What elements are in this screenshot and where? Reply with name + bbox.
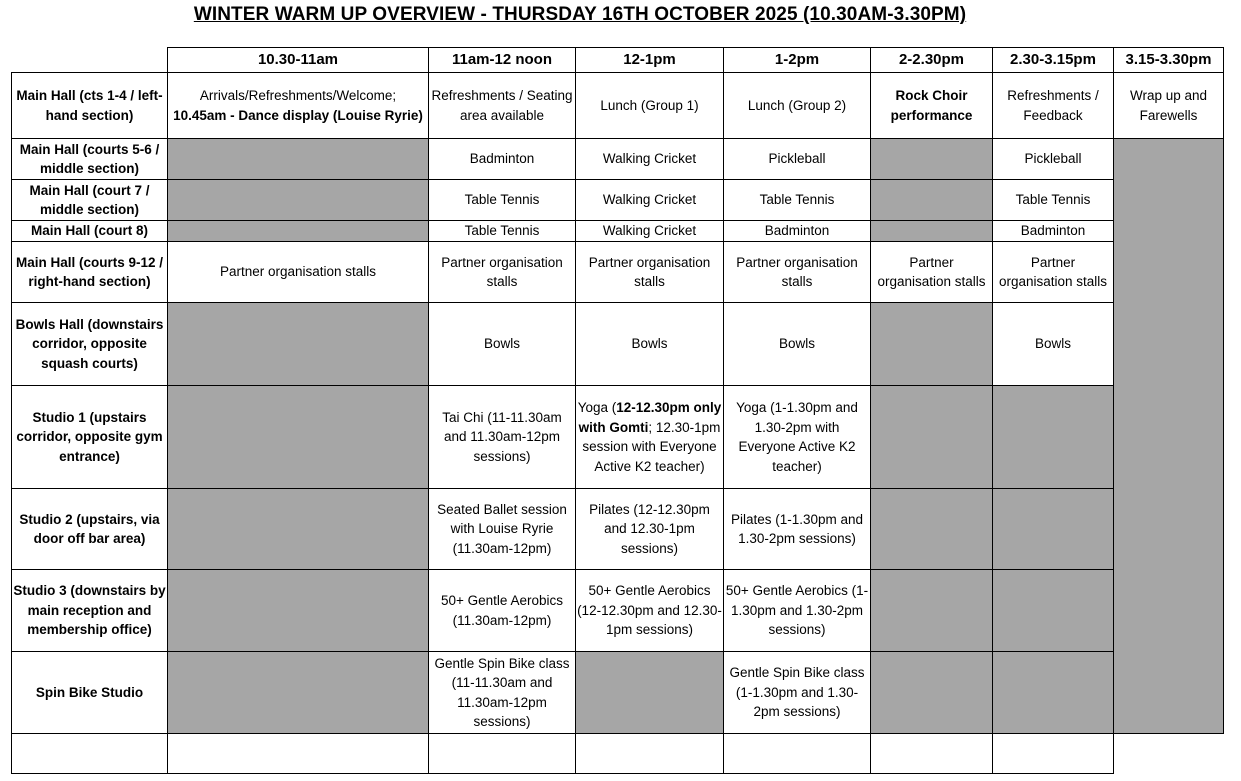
empty-cell xyxy=(993,489,1114,570)
empty-cell xyxy=(576,734,724,774)
schedule-cell: Partner organisation stalls xyxy=(871,242,993,303)
empty-cell xyxy=(168,652,429,734)
table-row xyxy=(12,652,1224,734)
empty-cell xyxy=(871,180,993,221)
table-row xyxy=(12,221,1224,242)
schedule-cell: Walking Cricket xyxy=(576,180,724,221)
table-row xyxy=(12,489,1224,570)
empty-cell xyxy=(576,652,724,734)
header-11: 11am-12 noon xyxy=(429,48,576,73)
schedule-cell: 50+ Gentle Aerobics (11.30am-12pm) xyxy=(429,570,576,652)
empty-cell xyxy=(168,303,429,386)
schedule-cell: Seated Ballet session with Louise Ryrie (11.30am-12pm) xyxy=(429,489,576,570)
schedule-cell: Table Tennis xyxy=(724,180,871,221)
header-10-30: 10.30-11am xyxy=(168,48,429,73)
empty-cell xyxy=(993,570,1114,652)
header-1: 1-2pm xyxy=(724,48,871,73)
schedule-cell: Badminton xyxy=(724,221,871,242)
schedule-cell: Tai Chi (11-11.30am and 11.30am-12pm sessions) xyxy=(429,386,576,489)
schedule-cell: Pilates (12-12.30pm and 12.30-1pm sessions) xyxy=(576,489,724,570)
schedule-cell: Lunch (Group 1) xyxy=(576,73,724,139)
empty-cell xyxy=(724,734,871,774)
empty-cell xyxy=(168,386,429,489)
schedule-cell: Table Tennis xyxy=(429,180,576,221)
schedule-cell: Pickleball xyxy=(993,139,1114,180)
empty-cell xyxy=(871,734,993,774)
schedule-cell: Lunch (Group 2) xyxy=(724,73,871,139)
schedule-cell: Yoga (1-1.30pm and 1.30-2pm with Everyone Active K2 teacher) xyxy=(724,386,871,489)
schedule-cell: Bowls xyxy=(993,303,1114,386)
cell-text-bold: 12-12.30pm only with Gomti xyxy=(578,400,722,435)
empty-cell xyxy=(871,386,993,489)
table-row-blank xyxy=(12,734,1224,774)
empty-cell xyxy=(168,570,429,652)
schedule-cell: 50+ Gentle Aerobics (1-1.30pm and 1.30-2pm sessions) xyxy=(724,570,871,652)
empty-cell xyxy=(168,489,429,570)
empty-cell xyxy=(993,652,1114,734)
empty-cell xyxy=(12,734,168,774)
empty-cell xyxy=(429,734,576,774)
schedule-cell: Table Tennis xyxy=(993,180,1114,221)
row-label: Bowls Hall (downstairs corridor, opposite squash courts) xyxy=(12,303,168,386)
header-row xyxy=(12,48,1224,73)
schedule-cell: Wrap up and Farewells xyxy=(1114,73,1224,139)
schedule-cell: Bowls xyxy=(576,303,724,386)
empty-cell xyxy=(871,139,993,180)
table-row xyxy=(12,242,1224,303)
schedule-cell: Partner organisation stalls xyxy=(993,242,1114,303)
empty-cell xyxy=(168,180,429,221)
empty-cell xyxy=(871,652,993,734)
cell-text: Arrivals/Refreshments/Welcome; xyxy=(199,88,397,103)
schedule-cell: Partner organisation stalls xyxy=(429,242,576,303)
row-label: Main Hall (courts 5-6 / middle section) xyxy=(12,139,168,180)
empty-cell xyxy=(1114,734,1224,774)
schedule-cell: Badminton xyxy=(993,221,1114,242)
table-row xyxy=(12,570,1224,652)
schedule-cell: Bowls xyxy=(429,303,576,386)
schedule-table xyxy=(11,47,1224,774)
table-row xyxy=(12,139,1224,180)
schedule-cell: Gentle Spin Bike class (11-11.30am and 11.30am-12pm sessions) xyxy=(429,652,576,734)
row-label: Main Hall (courts 9-12 / right-hand section) xyxy=(12,242,168,303)
schedule-cell: Walking Cricket xyxy=(576,139,724,180)
schedule-cell: Badminton xyxy=(429,139,576,180)
empty-cell xyxy=(993,386,1114,489)
table-row xyxy=(12,180,1224,221)
header-12: 12-1pm xyxy=(576,48,724,73)
schedule-cell: 50+ Gentle Aerobics (12-12.30pm and 12.30-1pm sessions) xyxy=(576,570,724,652)
empty-cell xyxy=(871,221,993,242)
schedule-cell: Partner organisation stalls xyxy=(724,242,871,303)
row-label: Studio 2 (upstairs, via door off bar area) xyxy=(12,489,168,570)
schedule-cell: Refreshments / Seating area available xyxy=(429,73,576,139)
schedule-cell: Gentle Spin Bike class (1-1.30pm and 1.30-2pm sessions) xyxy=(724,652,871,734)
schedule-cell: Bowls xyxy=(724,303,871,386)
empty-cell xyxy=(871,570,993,652)
header-2-30: 2.30-3.15pm xyxy=(993,48,1114,73)
row-label: Studio 3 (downstairs by main reception and membership office) xyxy=(12,570,168,652)
schedule-cell: Pilates (1-1.30pm and 1.30-2pm sessions) xyxy=(724,489,871,570)
row-label: Spin Bike Studio xyxy=(12,652,168,734)
schedule-cell: Pickleball xyxy=(724,139,871,180)
cell-text: ; 12.30-1pm session with Everyone Active K2 teacher) xyxy=(582,419,721,474)
empty-cell xyxy=(168,221,429,242)
empty-cell xyxy=(168,734,429,774)
schedule-cell: Partner organisation stalls xyxy=(168,242,429,303)
schedule-cell xyxy=(576,386,724,489)
schedule-cell xyxy=(168,73,429,139)
schedule-cell: Table Tennis xyxy=(429,221,576,242)
schedule-cell: Walking Cricket xyxy=(576,221,724,242)
empty-cell xyxy=(1114,139,1224,734)
table-row xyxy=(12,303,1224,386)
empty-cell xyxy=(168,139,429,180)
page-title: WINTER WARM UP OVERVIEW - THURSDAY 16TH OCTOBER 2025 (10.30AM-3.30PM) xyxy=(193,4,967,25)
empty-cell xyxy=(871,303,993,386)
table-row xyxy=(12,73,1224,139)
empty-cell xyxy=(871,489,993,570)
schedule-cell: Rock Choir performance xyxy=(871,73,993,139)
header-2: 2-2.30pm xyxy=(871,48,993,73)
table-row xyxy=(12,386,1224,489)
cell-text-bold: 10.45am - Dance display (Louise Ryrie) xyxy=(173,107,423,123)
cell-text: Yoga ( xyxy=(577,400,617,415)
schedule-cell: Refreshments / Feedback xyxy=(993,73,1114,139)
row-label: Studio 1 (upstairs corridor, opposite gym entrance) xyxy=(12,386,168,489)
row-label: Main Hall (court 8) xyxy=(12,221,168,242)
schedule-cell: Partner organisation stalls xyxy=(576,242,724,303)
row-label: Main Hall (cts 1-4 / left-hand section) xyxy=(12,73,168,139)
corner-cell xyxy=(12,48,168,73)
row-label: Main Hall (court 7 / middle section) xyxy=(12,180,168,221)
header-3-15: 3.15-3.30pm xyxy=(1114,48,1224,73)
empty-cell xyxy=(993,734,1114,774)
